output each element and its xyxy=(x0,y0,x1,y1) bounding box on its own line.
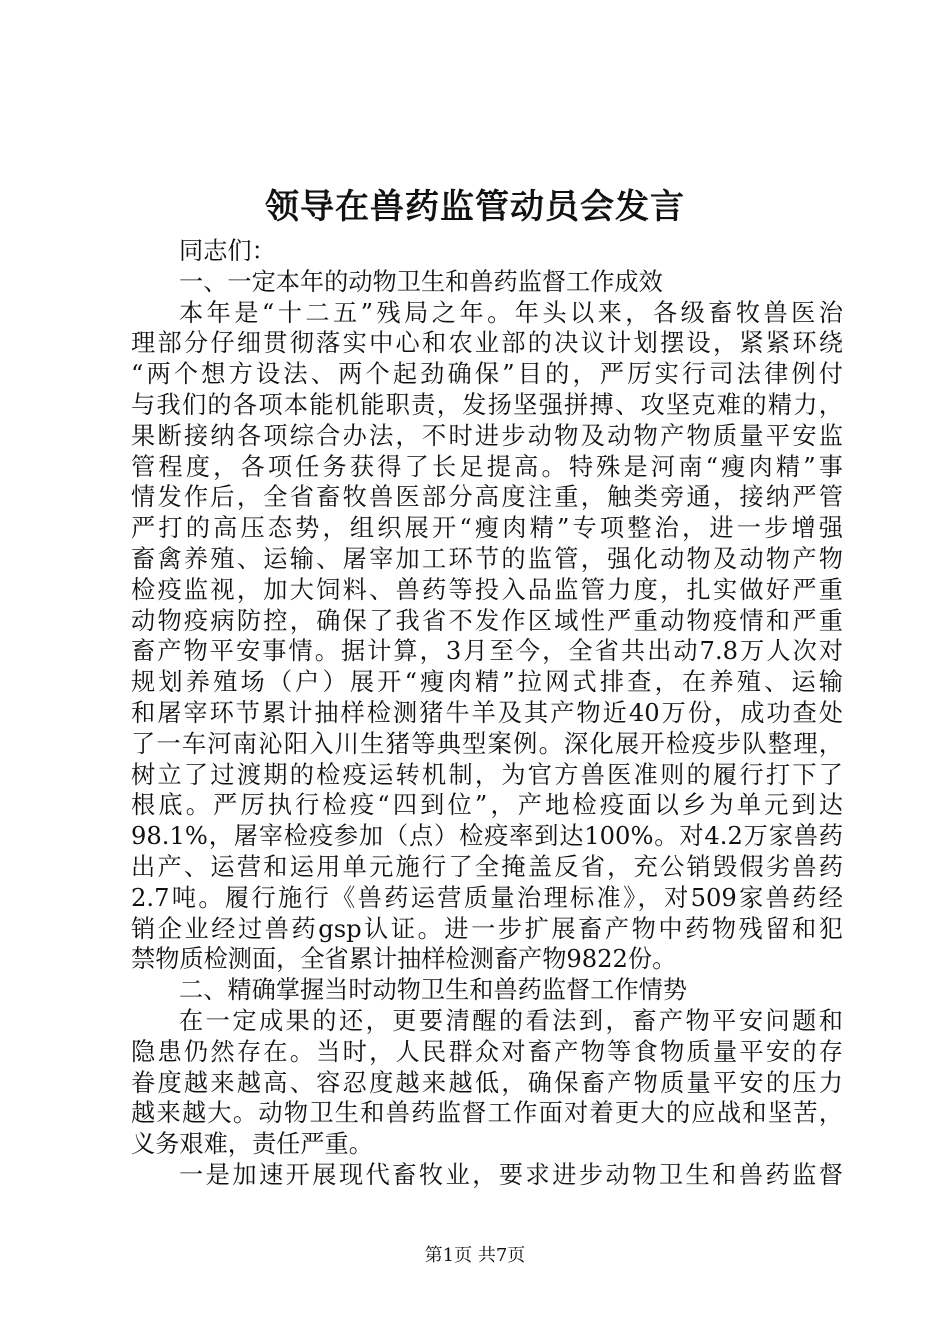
text-line: 销企业经过兽药gsp认证。进一步扩展畜产物中药物残留和犯 xyxy=(131,914,843,943)
text-line: 畜产物平安事情。据计算，3月至今，全省共出动7.8万人次对 xyxy=(131,637,843,666)
text-line: 2.7吨。履行施行《兽药运营质量治理标准》，对509家兽药经 xyxy=(131,883,843,912)
text-line: 一是加速开展现代畜牧业，要求进步动物卫生和兽药监督 xyxy=(179,1160,843,1189)
document-body xyxy=(131,236,843,1191)
text-line: 隐患仍然存在。当时，人民群众对畜产物等食物质量平安的存 xyxy=(131,1037,843,1066)
text-line: “两个想方设法、两个起劲确保”目的，严厉实行司法律例付 xyxy=(131,360,843,389)
text-line: 根底。严厉执行检疫“四到位”，产地检疫面以乡为单元到达 xyxy=(131,791,843,820)
text-line: 本年是“十二五”残局之年。年头以来，各级畜牧兽医治 xyxy=(179,298,843,327)
text-line: 果断接纳各项综合办法，不时进步动物及动物产物质量平安监 xyxy=(131,421,843,450)
text-line: 二、精确掌握当时动物卫生和兽药监督工作情势 xyxy=(179,976,687,1005)
text-line: 动物疫病防控，确保了我省不发作区域性严重动物疫情和严重 xyxy=(131,606,843,635)
text-line: 在一定成果的还，更要清醒的看法到，畜产物平安问题和 xyxy=(179,1006,843,1035)
page-indicator: 第1页 共7页 xyxy=(424,1245,526,1266)
text-line: 和屠宰环节累计抽样检测猪牛羊及其产物近40万份，成功查处 xyxy=(131,698,843,727)
paragraph-lines xyxy=(131,267,843,1191)
text-line: 树立了过渡期的检疫运转机制，为官方兽医准则的履行打下了 xyxy=(131,760,843,789)
document-title: 领导在兽药监管动员会发言 xyxy=(265,187,685,227)
text-line: 98.1%，屠宰检疫参加（点）检疫率到达100%。对4.2万家兽药 xyxy=(131,822,843,851)
text-line: 出产、运营和运用单元施行了全掩盖反省，充公销毁假劣兽药 xyxy=(131,852,843,881)
text-line: 了一车河南沁阳入川生猪等典型案例。深化展开检疫步队整理， xyxy=(131,729,843,758)
text-line: 畜禽养殖、运输、屠宰加工环节的监管，强化动物及动物产物 xyxy=(131,544,843,573)
text-line: 眷度越来越高、容忍度越来越低，确保畜产物质量平安的压力 xyxy=(131,1068,843,1097)
salutation: 同志们： xyxy=(179,237,276,265)
text-line: 越来越大。动物卫生和兽药监督工作面对着更大的应战和坚苦， xyxy=(131,1099,843,1128)
text-line: 检疫监视，加大饲料、兽药等投入品监管力度，扎实做好严重 xyxy=(131,575,843,604)
text-line: 管程度，各项任务获得了长足提高。特殊是河南“瘦肉精”事 xyxy=(131,452,843,481)
page-footer xyxy=(0,1244,950,1268)
text-line: 严打的高压态势，组织展开“瘦肉精”专项整治，进一步增强 xyxy=(131,514,843,543)
text-line: 理部分仔细贯彻落实中心和农业部的决议计划摆设，紧紧环绕 xyxy=(131,329,843,358)
text-line: 义务艰难，责任严重。 xyxy=(131,1130,373,1159)
text-line: 与我们的各项本能机能职责，发扬坚强拼搏、攻坚克难的精力， xyxy=(131,390,843,419)
text-line: 情发作后，全省畜牧兽医部分高度注重，触类旁通，接纳严管 xyxy=(131,483,843,512)
text-line: 一、一定本年的动物卫生和兽药监督工作成效 xyxy=(179,267,663,296)
text-line: 规划养殖场（户）展开“瘦肉精”拉网式排查，在养殖、运输 xyxy=(131,668,843,697)
text-line: 禁物质检测面，全省累计抽样检测畜产物9822份。 xyxy=(131,945,677,974)
